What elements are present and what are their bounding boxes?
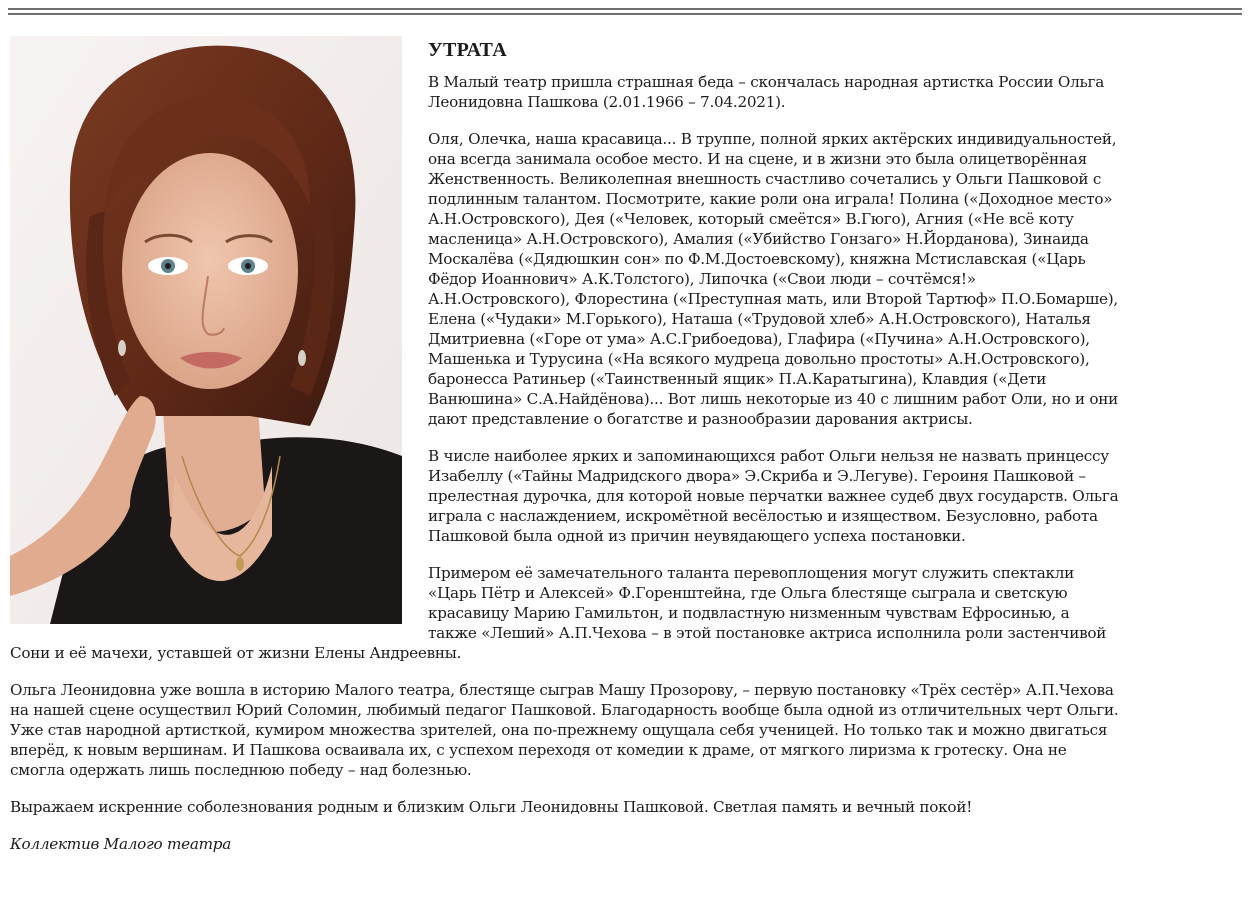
article-paragraph: Выражаем искренние соболезнования родным и близким Ольги Леонидовны Пашковой. Светлая память и вечный покой!: [10, 798, 973, 816]
signature: Коллектив Малого театра: [10, 835, 232, 853]
article-paragraph: В Малый театр пришла страшная беда – скончалась народная артистка России Ольга Леонидовна Пашкова (2.01.1966 – 7.04.2021).: [428, 73, 1105, 111]
article-title: УТРАТА: [428, 39, 507, 61]
top-divider: [8, 8, 1242, 15]
article: [10, 36, 1122, 871]
portrait-photo: [10, 36, 402, 624]
article-paragraph: В числе наиболее ярких и запоминающихся работ Ольги нельзя не назвать принцессу Изабеллу («Тайны Мадридского двора» Э.Скриба и Э.Легуве). Героиня Пашковой – прелестная дурочка, для которой новые перчатки важнее судеб двух государств. Ольга играла с наслаждением, искромётной весёлостью и изяществом. Безусловно, работа Пашковой была одной из причин неувядающего успеха постановки.: [428, 447, 1119, 545]
article-paragraph: Примером её замечательного таланта перевоплощения могут служить спектакли «Царь Пётр и Алексей» Ф.Горенштейна, где Ольга блестяще сыграла и светскую красавицу Марию Гамильтон, и подвластную низменным чувствам Ефросинью, а также «Леший» А.П.Чехова – в этой постановке актриса исполнила роли застенчивой Сони и её мачехи, уставшей от жизни Елены Андреевны.: [10, 564, 1107, 662]
article-paragraph: Оля, Олечка, наша красавица... В труппе, полной ярких актёрских индивидуальностей, она всегда занимала особое место. И на сцене, и в жизни это была олицетворённая Женственность. Великолепная внешность счастливо сочетались у Ольги Пашковой с подлинным талантом. Посмотрите, какие роли она играла! Полина («Доходное место» А.Н.Островского), Дея («Человек, который смеётся» В.Гюго), Агния («Не всё коту масленица» А.Н.Островского), Амалия («Убийство Гонзаго» Н.Йорданова), Зинаида Москалёва («Дядюшкин сон» по Ф.М.Достоевскому), княжна Мстиславская («Царь Фёдор Иоаннович» А.К.Толстого), Липочка («Свои люди – сочтёмся!» А.Н.Островского), Флорестина («Преступная мать, или Второй Тартюф» П.О.Бомарше), Елена («Чудаки» М.Горького), Наташа («Трудовой хлеб» А.Н.Островского), Наталья Дмитриевна («Горе от ума» А.С.Грибоедова), Глафира («Пучина» А.Н.Островского), Машенька и Турусина («На всякого мудреца довольно простоты» А.Н.Островского), баронесса Ратиньер («Таинственный ящик» П.А.Каратыгина), Клавдия («Дети Ванюшина» С.А.Найдёнова)... Вот лишь некоторые из 40 с лишним работ Оли, но и они дают представление о богатстве и разнообразии дарования актрисы.: [428, 130, 1119, 428]
article-paragraph: Ольга Леонидовна уже вошла в историю Малого театра, блестяще сыграв Машу Прозорову, – первую постановку «Трёх сестёр» А.П.Чехова на нашей сцене осуществил Юрий Соломин, любимый педагог Пашковой. Благодарность вообще была одной из отличительных черт Ольги. Уже став народной артисткой, кумиром множества зрителей, она по-прежнему ощущала себя ученицей. Но только так и можно двигаться вперёд, к новым вершинам. И Пашкова осваивала их, с успехом переходя от комедии к драме, от мягкого лиризма к гротеску. Она не смогла одержать лишь последнюю победу – над болезнью.: [10, 681, 1119, 779]
portrait-image: [10, 36, 402, 624]
